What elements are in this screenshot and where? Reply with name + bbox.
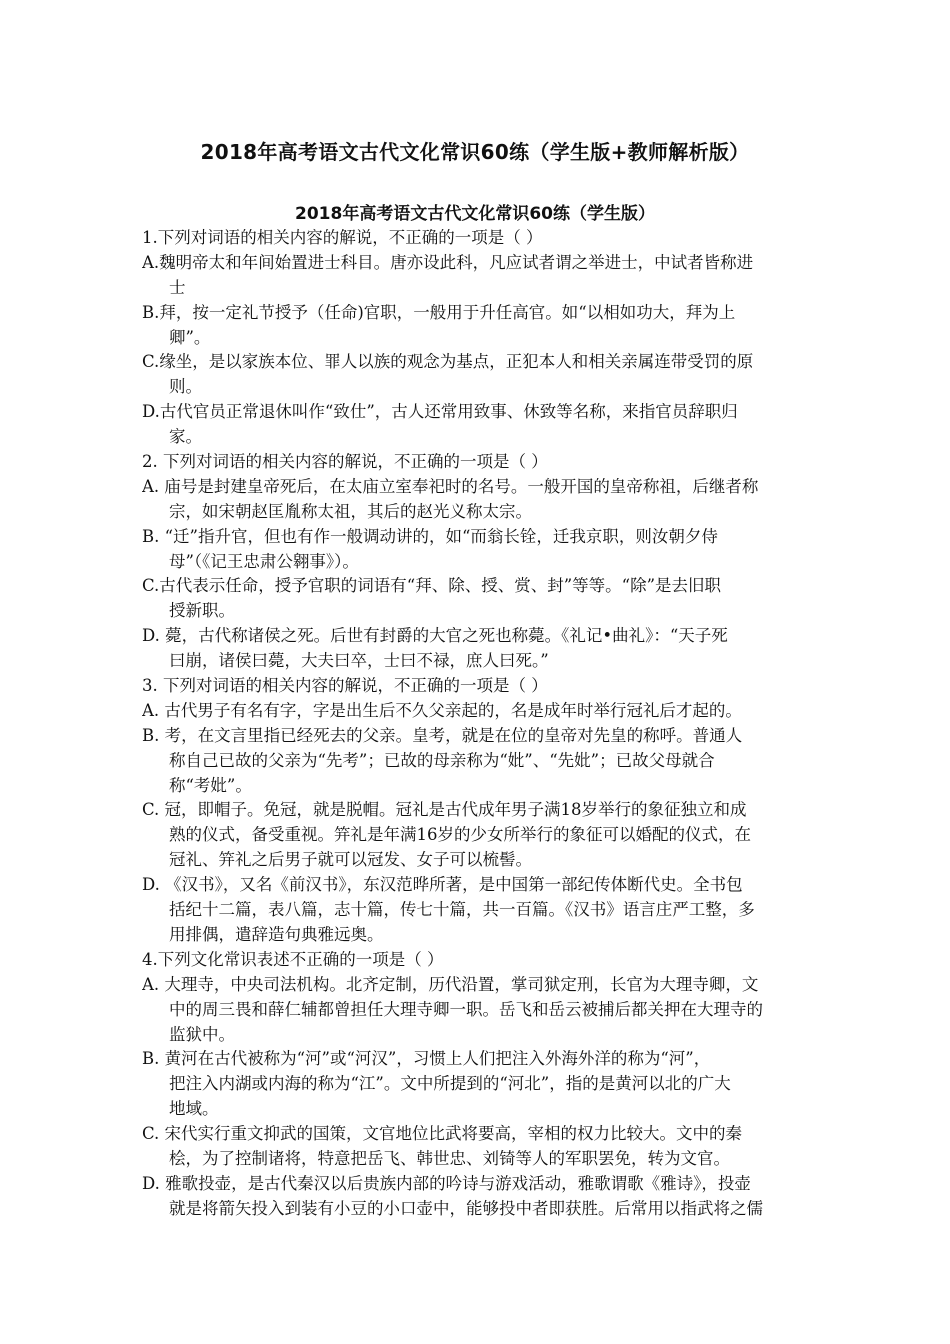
text-line: 1.下列对词语的相关内容的解说，不正确的一项是（ ） bbox=[142, 228, 543, 247]
text-line: C.古代表示任命，授予官职的词语有“拜、除、授、赏、封”等等。“除”是去旧职 bbox=[142, 576, 722, 596]
text-line: C.缘坐，是以家族本位、罪人以族的观念为基点，正犯本人和相关亲属连带受罚的原 bbox=[142, 352, 754, 372]
text-line: 则。 bbox=[169, 377, 202, 397]
text-line: A. 大理寺，中央司法机构。北齐定制，历代沿置，掌司狱定刑，长官为大理寺卿，文 bbox=[142, 974, 759, 994]
text-line: 括纪十二篇，表八篇，志十篇，传七十篇，共一百篇。《汉书》语言庄严工整，多 bbox=[169, 900, 755, 920]
text-line: D. 《汉书》，又名《前汉书》，东汉范晔所著，是中国第一部纪传体断代史。全书包 bbox=[142, 875, 743, 895]
text-line: 授新职。 bbox=[169, 601, 235, 621]
text-line: C. 宋代实行重文抑武的国策，文官地位比武将要高，宰相的权力比较大。文中的秦 bbox=[142, 1124, 743, 1144]
text-line: D. 薨，古代称诸侯之死。后世有封爵的大官之死也称薨。《礼记•曲礼》：“天子死 bbox=[142, 626, 728, 646]
text-line: 称自己已故的父亲为“先考”；已故的母亲称为“妣”、“先妣”；已故父母就合 bbox=[169, 750, 715, 770]
section-title: 2018年高考语文古代文化常识60练（学生版） bbox=[295, 204, 655, 224]
text-line: A. 庙号是封建皇帝死后，在太庙立室奉祀时的名号。一般开国的皇帝称祖，后继者称 bbox=[142, 476, 759, 496]
text-line: 2. 下列对词语的相关内容的解说，不正确的一项是（ ） bbox=[142, 452, 548, 472]
text-line: 就是将箭矢投入到装有小豆的小口壶中，能够投中者即获胜。后常用以指武将之儒 bbox=[169, 1198, 763, 1218]
text-line: 监狱中。 bbox=[169, 1024, 235, 1044]
text-line: 把注入内湖或内海的称为“江”。文中所提到的“河北”，指的是黄河以北的广大 bbox=[169, 1074, 731, 1094]
text-line: 中的周三畏和薛仁辅都曾担任大理寺卿一职。岳飞和岳云被捕后都关押在大理寺的 bbox=[169, 999, 763, 1019]
text-line: 冠礼、笄礼之后男子就可以冠发、女子可以梳髻。 bbox=[169, 850, 532, 870]
text-line: B. 考，在文言里指已经死去的父亲。皇考，就是在位的皇帝对先皇的称呼。普通人 bbox=[142, 725, 743, 745]
text-line: C. 冠，即帽子。免冠，就是脱帽。冠礼是古代成年男子满18岁举行的象征独立和成 bbox=[142, 800, 747, 820]
text-line: 地域。 bbox=[169, 1099, 219, 1119]
text-line: 用排偶，遣辞造句典雅远奥。 bbox=[169, 924, 384, 944]
text-line: 士 bbox=[169, 277, 186, 297]
text-line: 3. 下列对词语的相关内容的解说，不正确的一项是（ ） bbox=[142, 676, 548, 696]
text-line: B. “迁”指升官，但也有作一般调动讲的，如“而翁长铨，迁我京职，则汝朝夕侍 bbox=[142, 526, 718, 546]
document-title: 2018年高考语文古代文化常识60练（学生版+教师解析版） bbox=[200, 140, 750, 164]
text-line: 4.下列文化常识表述不正确的一项是（ ） bbox=[142, 949, 444, 969]
question-body bbox=[142, 226, 807, 1222]
text-line: 家。 bbox=[169, 427, 202, 447]
text-line: D.古代官员正常退休叫作“致仕”，古人还常用致事、休致等名称，来指官员辞职归 bbox=[142, 402, 738, 422]
text-line: 母”（《记王忠肃公翱事》）。 bbox=[169, 551, 359, 571]
text-line: 宗，如宋朝赵匡胤称太祖，其后的赵光义称太宗。 bbox=[169, 501, 532, 521]
text-line: B.拜，按一定礼节授予（任命)官职，一般用于升任高官。如“以相如功大，拜为上 bbox=[142, 302, 736, 322]
text-line: 卿”。 bbox=[169, 327, 211, 347]
text-line: 曰崩，诸侯曰薨，大夫曰卒，士曰不禄，庶人曰死。” bbox=[169, 651, 549, 671]
text-line: D. 雅歌投壶，是古代秦汉以后贵族内部的吟诗与游戏活动，雅歌谓歌《雅诗》，投壶 bbox=[142, 1173, 751, 1193]
text-line: 桧，为了控制诸将，特意把岳飞、韩世忠、刘锜等人的军职罢免，转为文官。 bbox=[169, 1148, 730, 1168]
text-line: 熟的仪式，备受重视。笄礼是年满16岁的少女所举行的象征可以婚配的仪式，在 bbox=[169, 825, 751, 845]
text-line: A. 古代男子有名有字，字是出生后不久父亲起的，名是成年时举行冠礼后才起的。 bbox=[142, 700, 742, 720]
text-line: 称“考妣”。 bbox=[169, 775, 252, 795]
text-line: A.魏明帝太和年间始置进士科目。唐亦设此科，凡应试者谓之举进士，中试者皆称进 bbox=[142, 252, 754, 272]
text-line: B. 黄河在古代被称为“河”或“河汉”，习惯上人们把注入外海外洋的称为“河”， bbox=[142, 1049, 711, 1069]
